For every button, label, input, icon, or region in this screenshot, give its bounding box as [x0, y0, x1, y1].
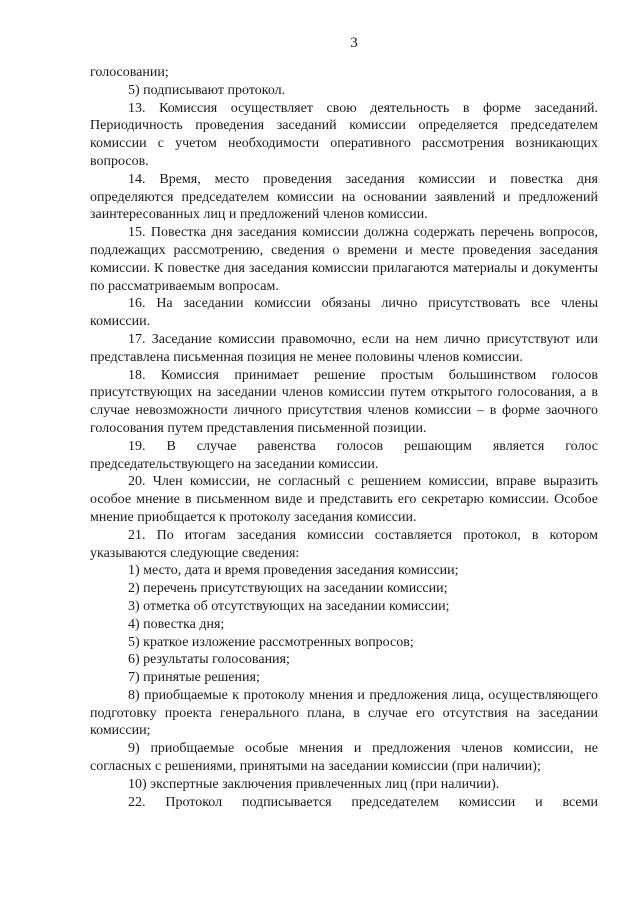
paragraph: голосовании;: [90, 65, 169, 80]
page-number: 3: [350, 35, 358, 51]
paragraph: 21. По итогам заседания комиссии составляется протокол, в котором указываются следующие сведения:: [90, 527, 598, 561]
paragraph: 18. Комиссия принимает решение простым большинством голосов присутствующих на заседании членов комиссии путем открытого голосования, а в случае невозможности личного присутствия членов комиссии – в форме заочного голосования путем представления письменной позиции.: [90, 367, 598, 436]
paragraph: 10) экспертные заключения привлеченных лиц (при наличии).: [128, 776, 500, 792]
paragraph: 22. Протокол подписывается председателем комиссии и всеми: [128, 794, 598, 810]
paragraph: 5) подписывают протокол.: [128, 82, 286, 98]
paragraph: 20. Член комиссии, не согласный с решением комиссии, вправе выразить особое мнение в письменном виде и представить его секретарю комиссии. Особое мнение приобщается к протоколу заседания комиссии.: [90, 474, 598, 525]
paragraph: 7) принятые решения;: [128, 670, 260, 686]
paragraph: 9) приобщаемые особые мнения и предложения членов комиссии, не согласных с решениями, принятыми на заседании комиссии (при наличии);: [90, 741, 598, 775]
document-body: [90, 64, 598, 811]
paragraph: 13. Комиссия осуществляет свою деятельность в форме заседаний. Периодичность проведения заседаний комиссии определяется председателем комиссии с учетом необходимости оперативного рассмотрения возникающих вопросов.: [90, 100, 598, 169]
paragraph: 14. Время, место проведения заседания комиссии и повестка дня определяются председателем комиссии на основании заявлений и предложений заинтересованных лиц и предложений членов комиссии.: [90, 171, 598, 223]
paragraph: 4) повестка дня;: [128, 616, 225, 632]
paragraph: 3) отметка об отсутствующих на заседании комиссии;: [128, 598, 450, 614]
paragraph: 2) перечень присутствующих на заседании комиссии;: [128, 581, 448, 597]
paragraph: 6) результаты голосования;: [128, 652, 290, 668]
paragraph: 15. Повестка дня заседания комиссии должна содержать перечень вопросов, подлежащих рассмотрению, сведения о времени и месте проведения заседания комиссии. К повестке дня заседания комиссии прилагаются материалы и документы по рассматриваемым вопросам.: [90, 225, 598, 294]
paragraph: 8) приобщаемые к протоколу мнения и предложения лица, осуществляющего подготовку проекта генерального плана, в случае его отсутствия на заседании комиссии;: [90, 687, 598, 739]
paragraph: 19. В случае равенства голосов решающим является голос председательствующего на заседании комиссии.: [90, 438, 598, 472]
paragraph: 5) краткое изложение рассмотренных вопросов;: [128, 634, 414, 650]
paragraph: 16. На заседании комиссии обязаны лично присутствовать все члены комиссии.: [90, 296, 598, 330]
paragraph: 1) место, дата и время проведения заседания комиссии;: [128, 563, 459, 579]
paragraph: 17. Заседание комиссии правомочно, если на нем лично присутствуют или представлена письменная позиция не менее половины членов комиссии.: [90, 331, 598, 365]
